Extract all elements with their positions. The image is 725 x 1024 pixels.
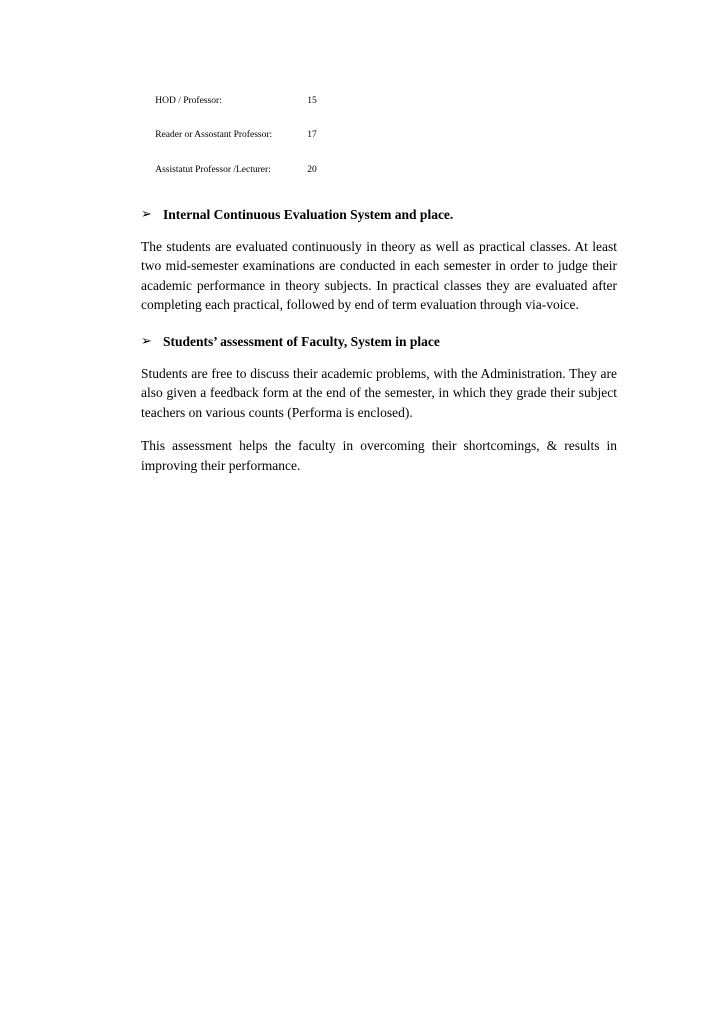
arrow-bullet-icon: ➢ <box>141 206 152 222</box>
table-row <box>141 84 617 119</box>
paragraph-student-feedback: Students are free to discuss their academic problems, with the Administration. They are also given a feedback form at the end of the semester, in which they grade their subject teachers on various counts (Performa is enclosed). <box>141 365 617 420</box>
arrow-bullet-icon: ➢ <box>141 333 152 349</box>
section-heading-student-assessment <box>141 333 617 350</box>
stat-value: 17 <box>307 130 317 140</box>
staff-count-table <box>141 84 617 188</box>
stat-label: Assistatut Professor /Lecturer: <box>155 164 271 175</box>
table-row <box>141 119 617 154</box>
paragraph-assessment-outcome: This assessment helps the faculty in overcoming their shortcomings, & results in improving their performance. <box>141 438 617 473</box>
table-row <box>141 153 617 188</box>
paragraph-internal-evaluation: The students are evaluated continuously in theory as well as practical classes. At least two mid-semester examinations are conducted in each semester in order to judge their academic performance in theory subjects. In practical classes they are evaluated after completing each practical, followed by end of term evaluation through via-voice. <box>141 238 617 312</box>
stat-value: 20 <box>307 164 317 175</box>
stat-label: Reader or Assostant Professor: <box>155 130 273 140</box>
stat-label: HOD / Professor: <box>155 95 222 106</box>
section-heading-text: Students’ assessment of Faculty, System in place <box>163 333 440 349</box>
section-heading-internal-evaluation <box>141 206 617 223</box>
section-heading-text: Internal Continuous Evaluation System and place. <box>163 206 454 222</box>
stat-value: 15 <box>307 95 317 106</box>
